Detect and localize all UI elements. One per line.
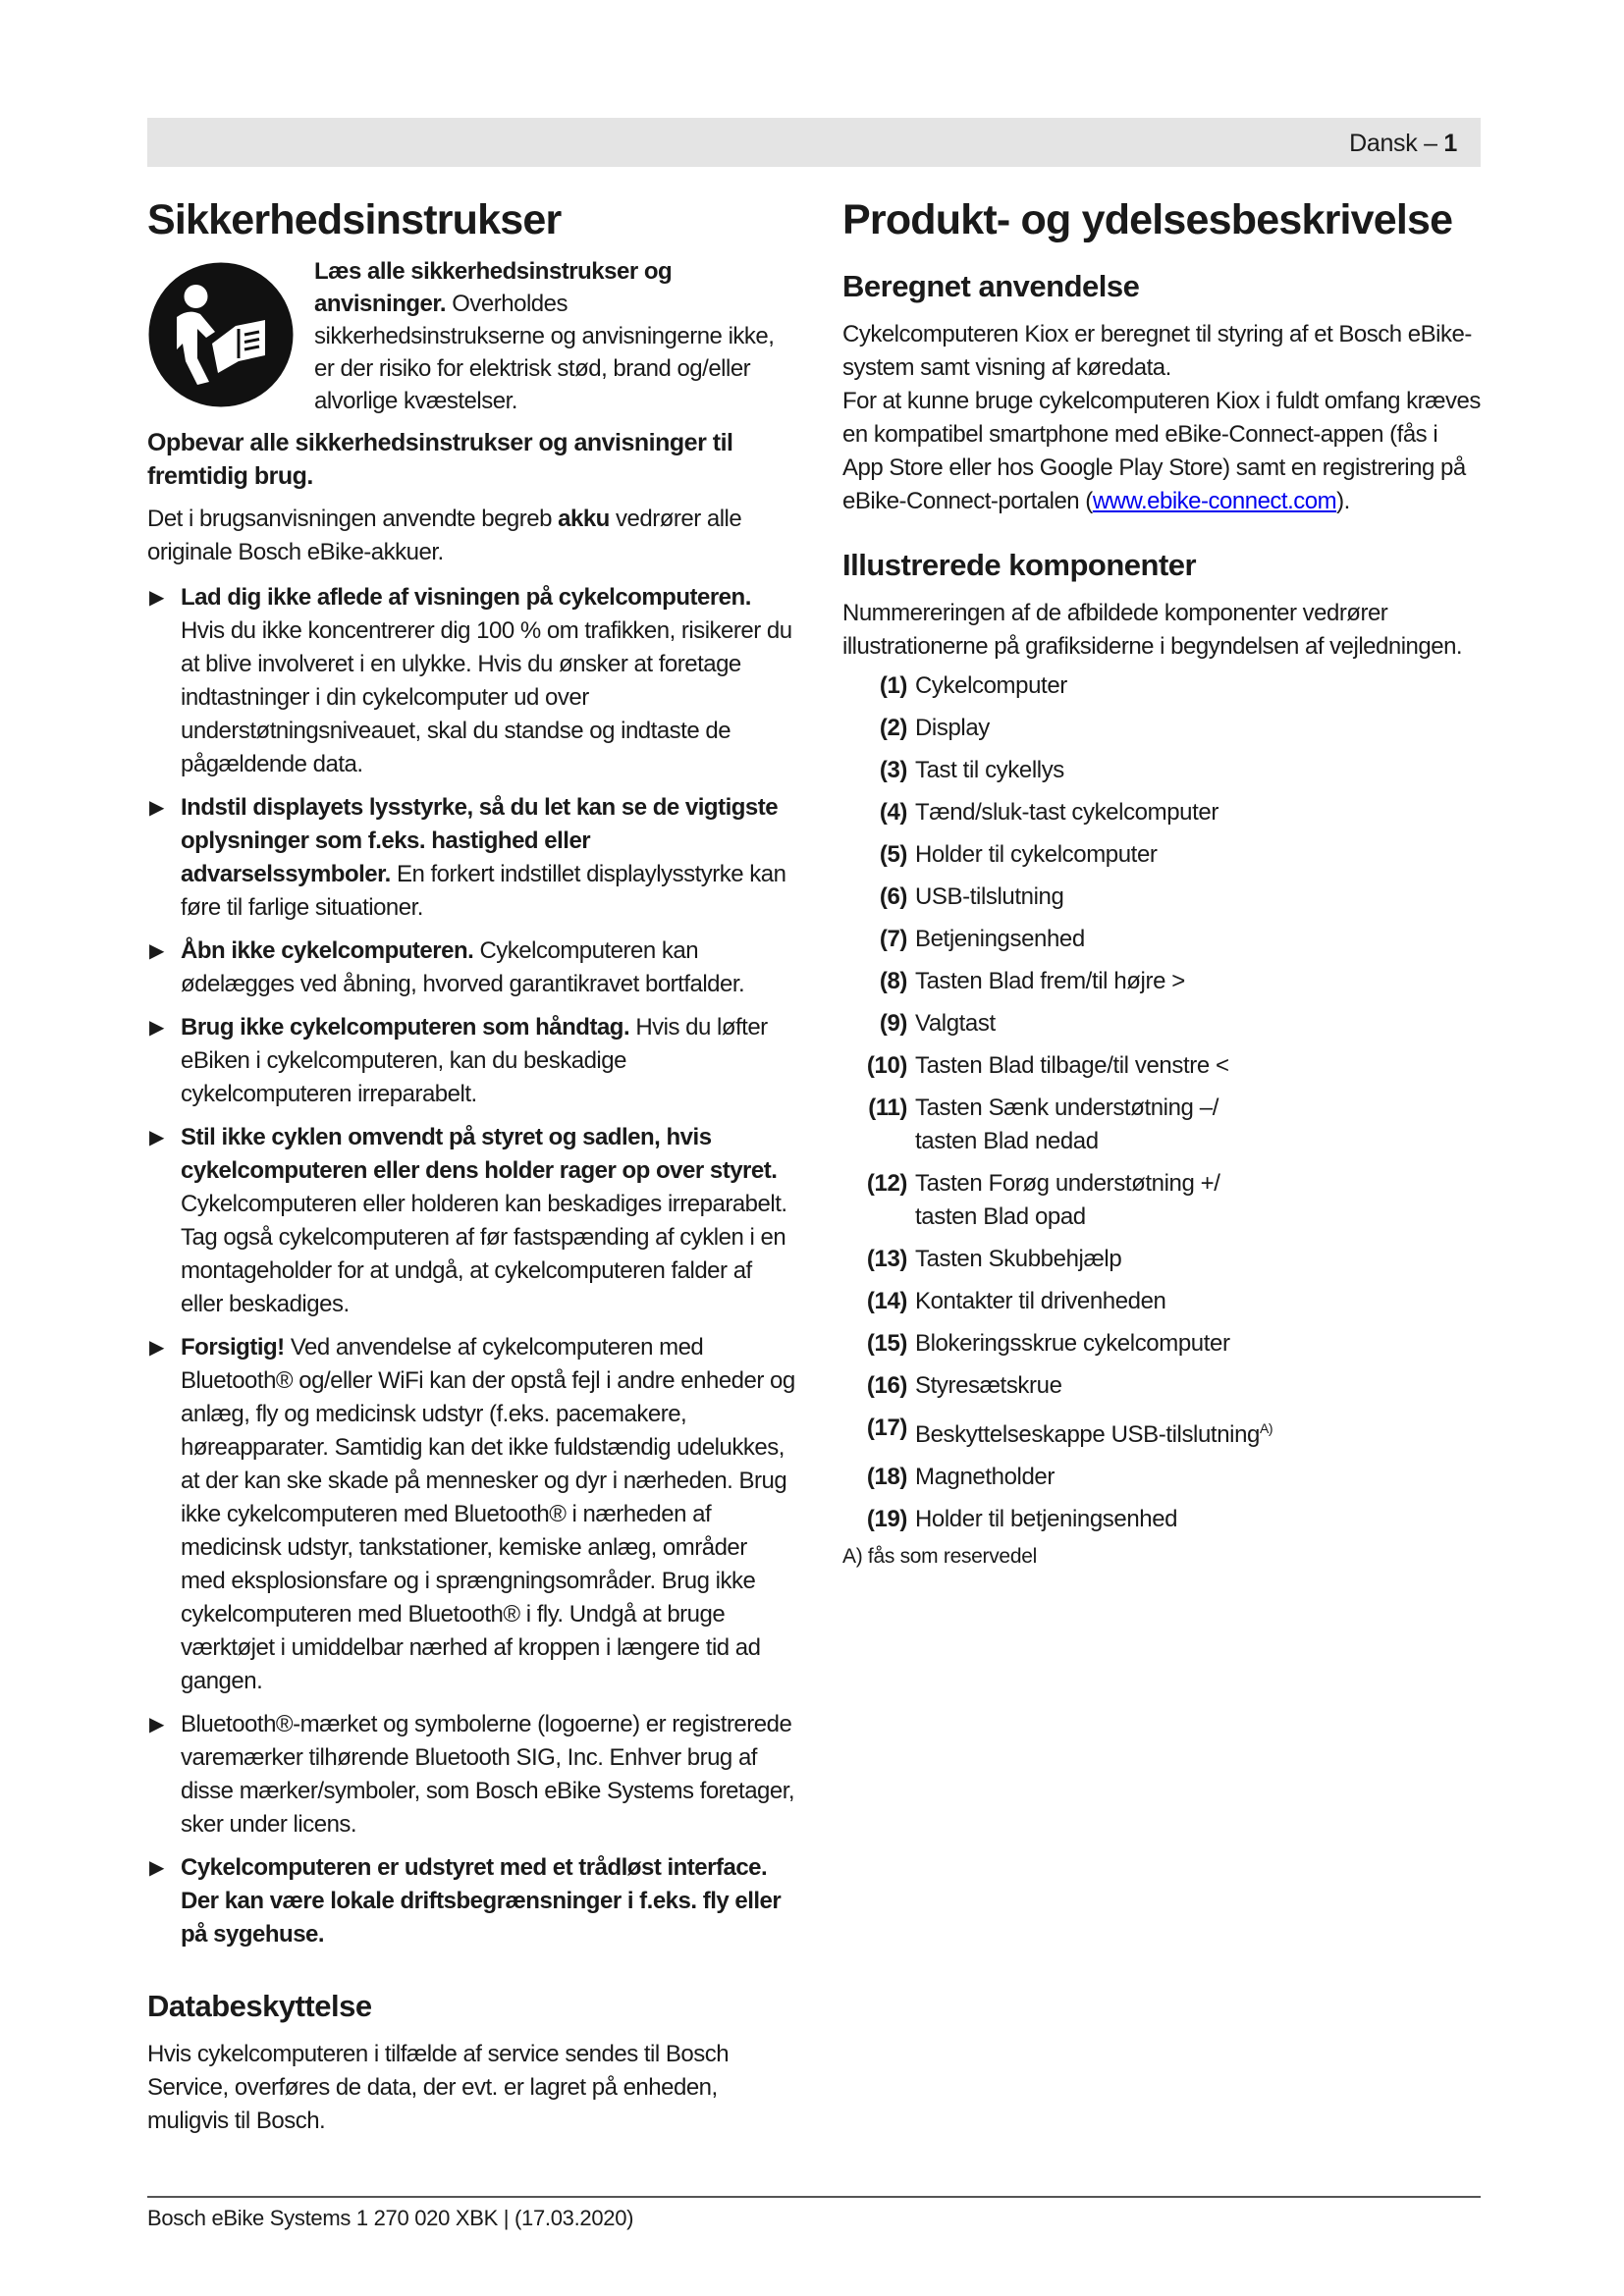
bullet-bold: Cykelcomputeren er udstyret med et trådløst interface. Der kan være lokale driftsbegrænsninger i f.eks. fly eller på sygehuse. [181,1854,782,1948]
right-column [842,192,1481,1571]
component-label: Kontakter til drivenheden [915,1288,1166,1314]
component-number: (19) [866,1506,907,1532]
component-label: Magnetholder [915,1464,1055,1490]
warning-body: Overholdes sikkerhedsinstrukserne og anvisningerne ikke, er der risiko for elektrisk stød, brand og/eller alvorlige kvæstelser. [314,291,775,414]
component-label: Tasten Forøg understøtning +/ tasten Blad opad [915,1170,1220,1230]
bullet-bold: Lad dig ikke aflede af visningen på cykelcomputeren. [181,584,751,611]
component-label [915,1412,1481,1452]
component-label: Betjeningsenhed [915,926,1085,952]
bullet-arrow-icon: ▶ [149,1127,164,1148]
footer-text: Bosch eBike Systems 1 270 020 XBK | (17.03.2020) [147,2206,634,2230]
bullet-text: En forkert indstillet displaylysstyrke kan føre til farlige situationer. [181,861,786,921]
component-label: Tasten Blad tilbage/til venstre < [915,1052,1229,1079]
component-item [842,1007,1481,1041]
components-title: Illustrerede komponenter [842,548,1197,582]
bullet-arrow-icon: ▶ [149,940,164,962]
component-item [842,1285,1481,1318]
bullet-arrow-icon: ▶ [149,587,164,609]
component-label: Tasten Blad frem/til højre > [915,968,1185,994]
akku-note [147,503,795,569]
bullet-bold: Stil ikke cyklen omvendt på styret og sadlen, hvis cykelcomputeren eller dens holder rager op over styret. [181,1124,778,1184]
component-label: Tasten Skubbehjælp [915,1246,1122,1272]
component-item [842,1243,1481,1276]
bullet-arrow-icon: ▶ [149,1337,164,1359]
component-number: (1) [879,672,907,699]
bullet-arrow-icon: ▶ [149,797,164,819]
data-protection-title: Databeskyttelse [147,1989,372,2023]
akku-after: vedrører alle originale Bosch eBike-akkuer. [147,506,742,565]
component-number: (6) [879,883,907,910]
page-number: 1 [1443,130,1457,157]
bullet-bold: Indstil displayets lysstyrke, så du let kan se de vigtigste oplysninger som f.eks. hastighed eller advarselssymboler. [181,794,779,887]
read-manual-icon [147,261,295,408]
product-title: Produkt- og ydelsesbeskrivelse [842,196,1453,243]
component-item [842,1327,1481,1361]
component-number: (14) [866,1288,907,1314]
safety-bullets [147,581,795,1951]
component-number: (10) [866,1052,907,1079]
bullet-text: Hvis du ikke koncentrerer dig 100 % om trafikken, risikerer du at blive involveret i en ulykke. Hvis du ønsker at foretage indtastninger i din cykelcomputer ud over understøtningsniveauet, skal du standse og indtaste de pågældende data. [181,617,792,777]
component-item [842,1092,1481,1158]
component-item [842,1412,1481,1452]
bullet-bold: Åbn ikke cykelcomputeren. [181,937,474,964]
component-number: (8) [879,968,907,994]
component-item [842,1049,1481,1083]
component-item [842,1461,1481,1494]
component-number: (17) [866,1415,907,1441]
safety-bullet [147,1708,795,1842]
component-item [842,669,1481,703]
keep-instructions: Opbevar alle sikkerhedsinstrukser og anvisninger til fremtidig brug. [147,429,733,490]
intended-use-p2-text: For at kunne bruge cykelcomputeren Kiox i fuldt omfang kræves en kompatibel smartphone med eBike-Connect-appen (fås i App Store eller hos Google Play Store) samt en registrering på eBike-Connect-portalen [842,388,1481,514]
warning-bold: Læs alle sikkerhedsinstrukser og anvisninger. [314,258,673,317]
footnote-marker: A) [1259,1420,1273,1436]
component-label: Blokeringsskrue cykelcomputer [915,1330,1230,1357]
data-protection-text: Hvis cykelcomputeren i tilfælde af service sendes til Bosch Service, overføres de data, der evt. er lagret på enheden, muligvis til Bosch. [147,2041,730,2134]
component-item [842,1167,1481,1234]
component-label: Tænd/sluk-tast cykelcomputer [915,799,1218,826]
component-item [842,796,1481,829]
component-label: Display [915,715,990,741]
component-label-text: Beskyttelseskappe USB-tilslutning [915,1421,1260,1448]
ebike-connect-link[interactable]: www.ebike-connect.com [1092,488,1337,514]
component-label: Tasten Sænk understøtning –/ tasten Blad nedad [915,1095,1218,1154]
warning-block [147,255,795,418]
page-header [147,118,1481,167]
bullet-text: Ved anvendelse af cykelcomputeren med Bluetooth® og/eller WiFi kan der opstå fejl i andre enheder og anlæg, fly og medicinsk udstyr (f.eks. pacemakere, høreapparater. Samtidig kan det ikke fuldstændig udelukkes, at der kan ske skade på mennesker og dyr i nærheden. Brug ikke cykelcomputeren med Bluetooth® i nærheden af medicinsk udstyr, tankstationer, kemiske anlæg, områder med eksplosionsfare og i sprængningsområder. Brug ikke cykelcomputeren med Bluetooth® i fly. Undgå at bruge værktøjet i umiddelbar nærhed af kroppen i længere tid ad gangen. [181,1334,795,1694]
component-number: (7) [879,926,907,952]
component-label: Valgtast [915,1010,996,1037]
akku-bold: akku [558,506,610,532]
intended-use-p2: For at kunne bruge cykelcomputeren Kiox i fuldt omfang kræves en kompatibel smartphone med eBike-Connect-appen (fås i App Store eller hos Google Play Store) samt en registrering på eBike-Connect-portalen (www.ebike-connect.com). [842,388,1481,514]
safety-bullet [147,1121,795,1321]
component-label: Styresætskrue [915,1372,1062,1399]
bullet-text: Cykelcomputeren eller holderen kan beskadiges irreparabelt. Tag også cykelcomputeren af før fastspænding af cyklen i en montageholder for at undgå, at cykelcomputeren falder af eller beskadiges. [181,1191,787,1317]
akku-before: Det i brugsanvisningen anvendte begreb [147,506,552,532]
bullet-arrow-icon: ▶ [149,1017,164,1039]
bullet-text: Cykelcomputeren kan ødelægges ved åbning, hvorved garantikravet bortfalder. [181,937,745,997]
safety-title: Sikkerhedsinstrukser [147,196,562,243]
bullet-bold: Forsigtig! [181,1334,285,1361]
bullet-bold: Brug ikke cykelcomputeren som håndtag. [181,1014,630,1041]
component-number: (9) [879,1010,907,1037]
component-number: (2) [879,715,907,741]
component-number: (3) [879,757,907,783]
safety-bullet [147,934,795,1001]
component-label: Holder til cykelcomputer [915,841,1158,868]
bullet-arrow-icon: ▶ [149,1857,164,1879]
safety-bullet [147,791,795,925]
component-item [842,1369,1481,1403]
component-number: (18) [866,1464,907,1490]
intended-use-title: Beregnet anvendelse [842,269,1140,303]
component-item [842,923,1481,956]
safety-bullet [147,581,795,781]
component-item [842,712,1481,745]
bullet-text: Bluetooth®-mærket og symbolerne (logoerne) er registrerede varemærker tilhørende Bluetooth SIG, Inc. Enhver brug af disse mærker/symboler, som Bosch eBike Systems foretager, sker under licens. [181,1711,795,1838]
component-label: USB-tilslutning [915,883,1064,910]
footer-divider [147,2196,1481,2198]
safety-bullet [147,1851,795,1951]
component-item [842,965,1481,998]
page-label [1349,130,1457,158]
component-number: (16) [866,1372,907,1399]
warning-text [314,255,795,417]
safety-bullet [147,1331,795,1698]
components-list [842,669,1481,1536]
component-label: Cykelcomputer [915,672,1067,699]
component-number: (4) [879,799,907,826]
component-number: (15) [866,1330,907,1357]
intended-use-p1: Cykelcomputeren Kiox er beregnet til styring af et Bosch eBike-system samt visning af køredata. [842,321,1472,381]
safety-bullet [147,1011,795,1111]
component-number: (12) [866,1170,907,1197]
component-label: Holder til betjeningsenhed [915,1506,1178,1532]
component-item [842,1503,1481,1536]
header-separator: – [1424,130,1437,157]
component-number: (5) [879,841,907,868]
component-item [842,838,1481,872]
components-intro: Nummereringen af de afbildede komponenter vedrører illustrationerne på grafiksiderne i begyndelsen af vejledningen. [842,600,1463,660]
component-item [842,881,1481,914]
bullet-arrow-icon: ▶ [149,1714,164,1735]
left-column [147,192,795,2138]
bullet-text: Hvis du løfter eBiken i cykelcomputeren, kan du beskadige cykelcomputeren irreparabelt. [181,1014,768,1107]
component-label: Tast til cykellys [915,757,1064,783]
component-item [842,754,1481,787]
component-number: (13) [866,1246,907,1272]
language-label: Dansk [1349,130,1418,157]
component-number: (11) [868,1095,907,1121]
footnote: A) fås som reservedel [842,1545,1037,1568]
